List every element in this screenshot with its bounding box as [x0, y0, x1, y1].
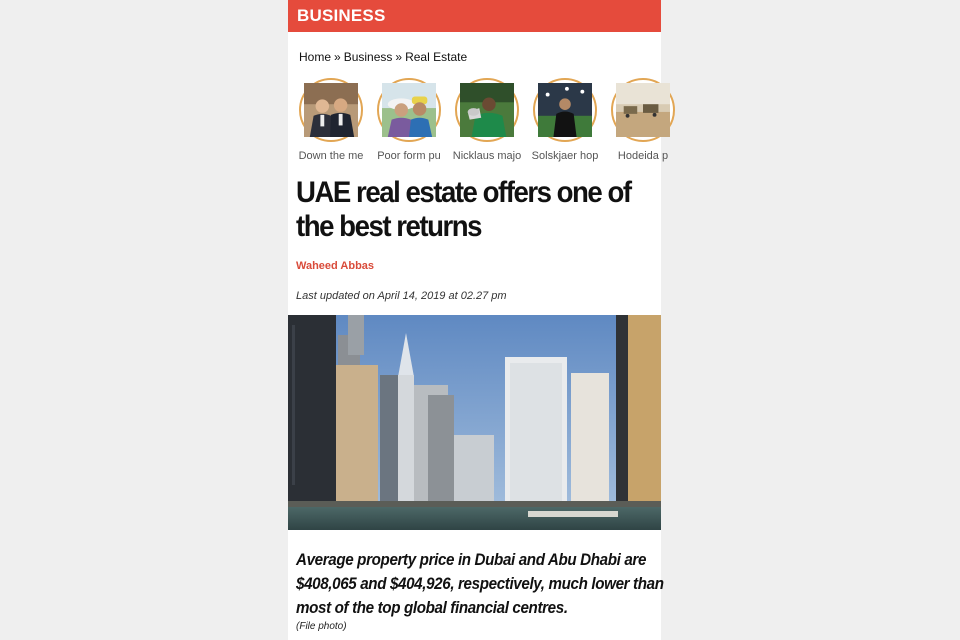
- story-label: Hodeida p: [617, 150, 669, 162]
- mobile-page: [288, 0, 669, 640]
- story-label: Down the me: [298, 150, 364, 162]
- section-title[interactable]: BUSINESS: [297, 6, 386, 25]
- story-item[interactable]: [608, 78, 678, 168]
- story-thumbnail: [460, 83, 514, 137]
- breadcrumb-separator: »: [334, 50, 341, 64]
- story-item[interactable]: [530, 78, 600, 168]
- breadcrumb: [299, 50, 467, 64]
- story-label: Nicklaus majo: [452, 150, 522, 162]
- story-ring: [611, 78, 675, 142]
- hero-image: [288, 315, 661, 530]
- article-headline: UAE real estate offers one of the best returns: [296, 176, 631, 243]
- story-ring: [299, 78, 363, 142]
- breadcrumb-real-estate[interactable]: Real Estate: [405, 50, 468, 64]
- story-item[interactable]: [374, 78, 444, 168]
- story-ring: [533, 78, 597, 142]
- story-ring: [377, 78, 441, 142]
- story-label: Solskjaer hop: [531, 150, 599, 162]
- author-link[interactable]: Waheed Abbas: [296, 260, 375, 272]
- story-item[interactable]: [296, 78, 366, 168]
- story-ring: [455, 78, 519, 142]
- story-thumbnail: [616, 83, 670, 137]
- story-carousel: [296, 78, 676, 168]
- image-caption: Average property price in Dubai and Abu Dhabi are $408,065 and $404,926, respectively, much lower than most of the top global financial centres.: [296, 551, 664, 617]
- story-label: Poor form pu: [377, 150, 441, 162]
- photo-credit: (File photo): [296, 621, 347, 632]
- story-thumbnail: [538, 83, 592, 137]
- story-item[interactable]: [452, 78, 522, 168]
- story-thumbnail: [382, 83, 436, 137]
- breadcrumb-business[interactable]: Business: [343, 50, 393, 64]
- breadcrumb-separator: »: [395, 50, 403, 64]
- section-header: [288, 0, 661, 32]
- breadcrumb-home[interactable]: Home: [299, 50, 332, 64]
- updated-timestamp: Last updated on April 14, 2019 at 02.27 pm: [296, 290, 507, 302]
- story-thumbnail: [304, 83, 358, 137]
